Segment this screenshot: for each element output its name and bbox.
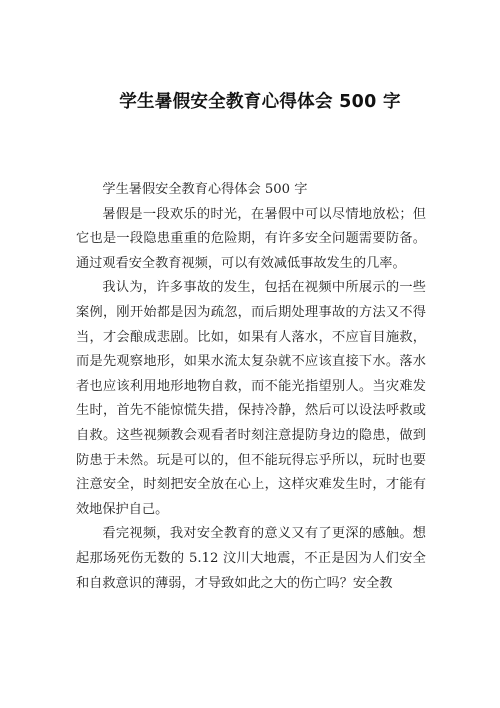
body-paragraph: 学生暑假安全教育心得体会 500 字 bbox=[102, 182, 308, 197]
document-body bbox=[76, 178, 426, 596]
body-paragraph: 暑假是一段欢乐的时光，在暑假中可以尽情地放松；但它也是一段隐患重重的危险期，有许多安全问题需要防备。通过观看安全教育视频，可以有效减低事故发生的几率。 bbox=[76, 206, 426, 271]
body-paragraph: 我认为，许多事故的发生，包括在视频中所展示的一些案例，刚开始都是因为疏忽，而后期处理事故的方法又不得当，才会酿成悲剧。比如，如果有人落水，不应盲目施救，而是先观察地形，如果水流太复杂就不应该直接下水。落水者也应该利用地形地物自救，而不能光指望别人。当灾难发生时，首先不能惊慌失措，保持冷静，然后可以设法呼救或自救。这些视频教会观看者时刻注意提防身边的隐患，做到防患于未然。玩是可以的，但不能玩得忘乎所以，玩时也要注意安全，时刻把安全放在心上，这样灾难发生时，才能有效地保护自己。 bbox=[76, 280, 426, 517]
document-title: 学生暑假安全教育心得体会 500 字 bbox=[119, 92, 401, 112]
body-paragraph: 看完视频，我对安全教育的意义又有了更深的感触。想起那场死伤无数的 5.12 汶川大地震，不正是因为人们安全和自救意识的薄弱，才导致如此之大的伤亡吗？安全教 bbox=[76, 526, 426, 591]
